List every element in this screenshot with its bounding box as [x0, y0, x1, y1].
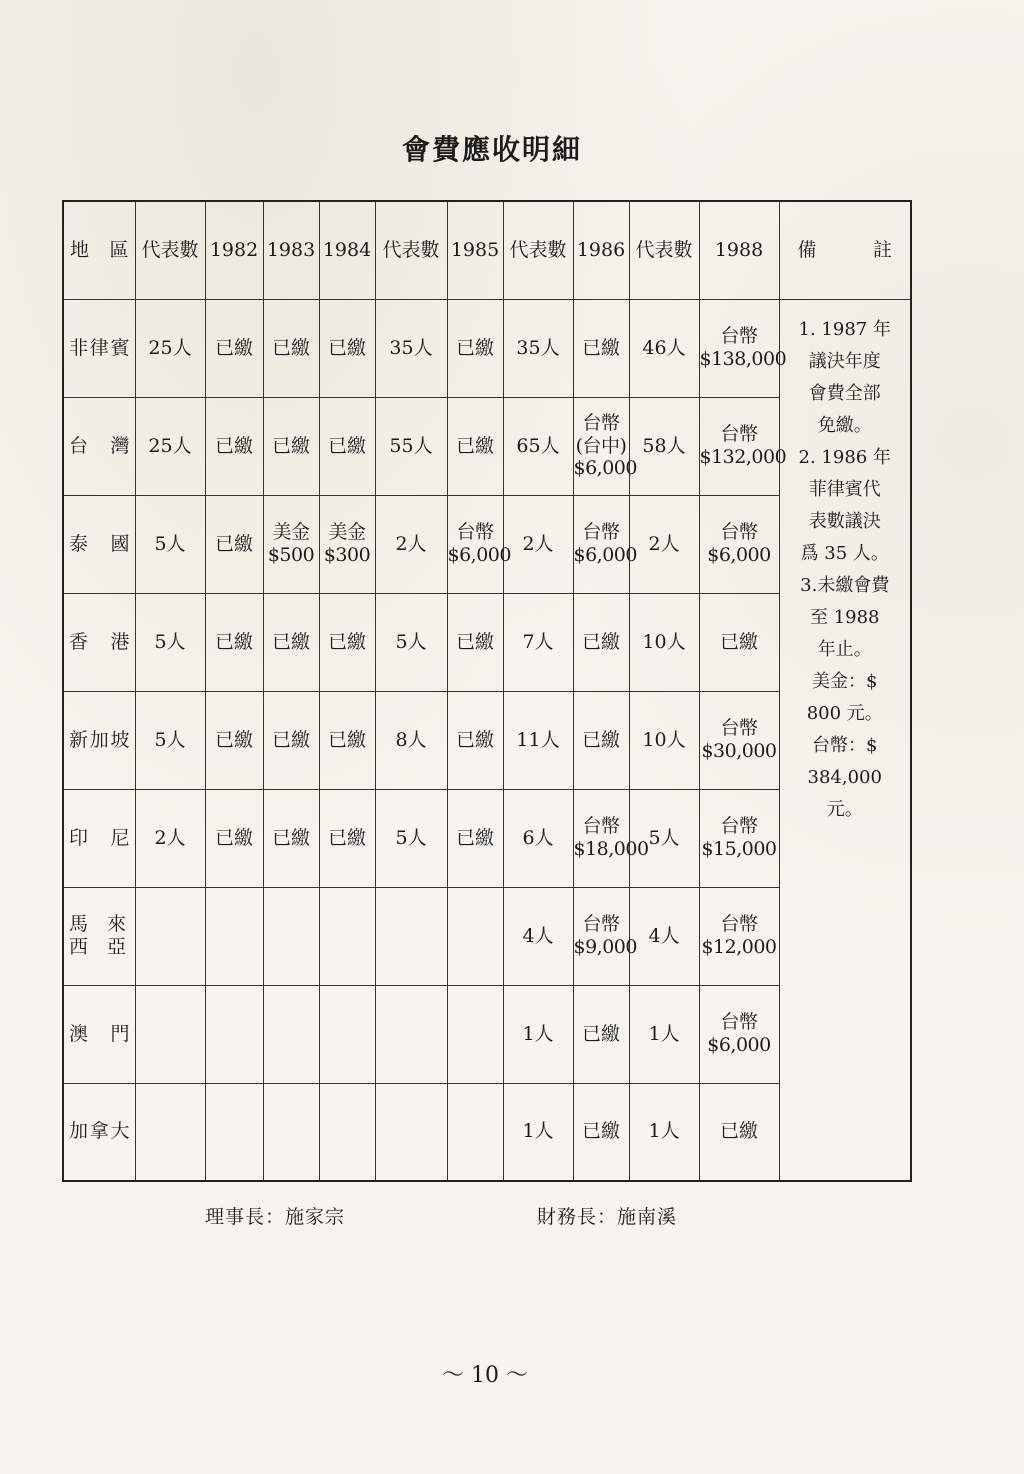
fee-1985-cell	[447, 887, 503, 985]
treasurer-signature: 財務長：施南溪	[537, 1206, 678, 1228]
header-reps-1988: 代表數	[629, 201, 699, 299]
fee-1982-cell: 已繳	[205, 299, 263, 397]
note-line: 爲 35 人。	[800, 542, 889, 564]
fee-1982-cell: 已繳	[205, 691, 263, 789]
reps-1985-cell	[375, 985, 447, 1083]
fee-1986-cell: 台幣 $18,000	[573, 789, 629, 887]
region-cell: 印 尼	[63, 789, 135, 887]
fee-1984-cell: 已繳	[319, 691, 375, 789]
header-notes: 備 註	[779, 201, 911, 299]
notes-cell	[779, 299, 911, 1181]
note-line: 3.未繳會費	[800, 574, 890, 596]
reps-1982-cell: 5人	[135, 593, 205, 691]
header-1982: 1982	[205, 201, 263, 299]
fee-1983-cell: 已繳	[263, 789, 319, 887]
reps-1986-cell: 65人	[503, 397, 573, 495]
reps-1988-cell: 10人	[629, 691, 699, 789]
note-line: 菲律賓代	[808, 478, 881, 500]
fee-1984-cell	[319, 985, 375, 1083]
page-number: ～ 10 ～	[442, 1363, 528, 1388]
reps-1986-cell: 1人	[503, 1083, 573, 1181]
fee-1988-cell: 台幣 $30,000	[699, 691, 779, 789]
fee-1988-cell: 已繳	[699, 1083, 779, 1181]
note-line: 元。	[826, 798, 863, 820]
reps-1988-cell: 1人	[629, 1083, 699, 1181]
reps-1985-cell: 8人	[375, 691, 447, 789]
fee-1982-cell	[205, 985, 263, 1083]
note-line: 免繳。	[817, 414, 872, 436]
fee-1986-cell: 台幣 $6,000	[573, 495, 629, 593]
fee-1985-cell: 已繳	[447, 691, 503, 789]
note-line: 1. 1987 年	[798, 318, 891, 340]
reps-1985-cell: 35人	[375, 299, 447, 397]
fee-1983-cell: 已繳	[263, 397, 319, 495]
header-1986: 1986	[573, 201, 629, 299]
fee-1982-cell	[205, 887, 263, 985]
reps-1985-cell: 2人	[375, 495, 447, 593]
fee-1982-cell: 已繳	[205, 397, 263, 495]
reps-1985-cell	[375, 887, 447, 985]
fee-1986-cell: 台幣 (台中) $6,000	[573, 397, 629, 495]
reps-1988-cell: 2人	[629, 495, 699, 593]
note-line: 800 元。	[806, 702, 883, 724]
reps-1988-cell: 4人	[629, 887, 699, 985]
fee-1982-cell	[205, 1083, 263, 1181]
fee-table-body	[63, 299, 911, 1181]
region-cell: 新加坡	[63, 691, 135, 789]
reps-1986-cell: 1人	[503, 985, 573, 1083]
fee-1986-cell: 已繳	[573, 593, 629, 691]
fee-1988-cell: 台幣 $15,000	[699, 789, 779, 887]
fee-1986-cell: 已繳	[573, 691, 629, 789]
note-line: 美金：$	[812, 670, 878, 692]
fee-1988-cell: 台幣 $132,000	[699, 397, 779, 495]
header-reps-1982: 代表數	[135, 201, 205, 299]
reps-1982-cell: 2人	[135, 789, 205, 887]
fee-1985-cell: 已繳	[447, 789, 503, 887]
chairman-signature: 理事長：施家宗	[205, 1206, 346, 1228]
note-line: 384,000	[807, 766, 882, 788]
reps-1982-cell	[135, 1083, 205, 1181]
fee-1984-cell: 已繳	[319, 397, 375, 495]
reps-1986-cell: 7人	[503, 593, 573, 691]
fee-1983-cell: 已繳	[263, 691, 319, 789]
reps-1986-cell: 35人	[503, 299, 573, 397]
fee-1988-cell: 台幣 $6,000	[699, 985, 779, 1083]
fee-1984-cell: 已繳	[319, 299, 375, 397]
reps-1985-cell: 55人	[375, 397, 447, 495]
fee-1984-cell: 美金 $300	[319, 495, 375, 593]
fee-1988-cell: 台幣 $6,000	[699, 495, 779, 593]
reps-1985-cell: 5人	[375, 789, 447, 887]
fee-1984-cell	[319, 887, 375, 985]
reps-1986-cell: 4人	[503, 887, 573, 985]
region-cell: 加拿大	[63, 1083, 135, 1181]
reps-1986-cell: 2人	[503, 495, 573, 593]
reps-1988-cell: 10人	[629, 593, 699, 691]
header-reps-1985: 代表數	[375, 201, 447, 299]
fee-1984-cell: 已繳	[319, 593, 375, 691]
note-line: 年止。	[817, 638, 872, 660]
reps-1985-cell: 5人	[375, 593, 447, 691]
header-1985: 1985	[447, 201, 503, 299]
header-reps-1986: 代表數	[503, 201, 573, 299]
note-line: 2. 1986 年	[798, 446, 891, 468]
fee-1984-cell: 已繳	[319, 789, 375, 887]
fee-1985-cell: 已繳	[447, 397, 503, 495]
table-row	[63, 299, 911, 397]
reps-1988-cell: 58人	[629, 397, 699, 495]
header-1983: 1983	[263, 201, 319, 299]
note-line: 議決年度	[808, 350, 881, 372]
reps-1982-cell	[135, 985, 205, 1083]
fee-1982-cell: 已繳	[205, 495, 263, 593]
region-cell: 香 港	[63, 593, 135, 691]
fee-1985-cell: 已繳	[447, 593, 503, 691]
note-line: 台幣：$	[812, 734, 878, 756]
header-row	[63, 201, 911, 299]
fee-1983-cell	[263, 985, 319, 1083]
page-title: 會費應收明細	[401, 133, 582, 166]
region-cell: 澳 門	[63, 985, 135, 1083]
fee-1986-cell: 已繳	[573, 1083, 629, 1181]
fee-1982-cell: 已繳	[205, 593, 263, 691]
fee-1988-cell: 已繳	[699, 593, 779, 691]
reps-1988-cell: 1人	[629, 985, 699, 1083]
fee-1985-cell	[447, 1083, 503, 1181]
fee-1983-cell: 已繳	[263, 593, 319, 691]
note-line: 至 1988	[809, 606, 880, 628]
header-region: 地 區	[63, 201, 135, 299]
region-cell: 馬 來 西 亞	[63, 887, 135, 985]
reps-1986-cell: 11人	[503, 691, 573, 789]
fee-1983-cell	[263, 1083, 319, 1181]
fee-1986-cell: 台幣 $9,000	[573, 887, 629, 985]
header-1988: 1988	[699, 201, 779, 299]
fee-1984-cell	[319, 1083, 375, 1181]
fee-1983-cell: 已繳	[263, 299, 319, 397]
reps-1988-cell: 5人	[629, 789, 699, 887]
fee-1986-cell: 已繳	[573, 299, 629, 397]
reps-1982-cell: 5人	[135, 495, 205, 593]
note-line: 表數議決	[808, 510, 881, 532]
fee-1986-cell: 已繳	[573, 985, 629, 1083]
fee-1988-cell: 台幣 $12,000	[699, 887, 779, 985]
note-line: 會費全部	[808, 382, 881, 404]
fee-1985-cell: 已繳	[447, 299, 503, 397]
fee-1982-cell: 已繳	[205, 789, 263, 887]
reps-1988-cell: 46人	[629, 299, 699, 397]
reps-1985-cell	[375, 1083, 447, 1181]
fee-1985-cell	[447, 985, 503, 1083]
header-1984: 1984	[319, 201, 375, 299]
reps-1982-cell: 25人	[135, 299, 205, 397]
reps-1982-cell: 25人	[135, 397, 205, 495]
fee-table	[62, 200, 912, 1182]
reps-1986-cell: 6人	[503, 789, 573, 887]
reps-1982-cell	[135, 887, 205, 985]
region-cell: 台 灣	[63, 397, 135, 495]
fee-1983-cell	[263, 887, 319, 985]
fee-1985-cell: 台幣 $6,000	[447, 495, 503, 593]
region-cell: 非律賓	[63, 299, 135, 397]
region-cell: 泰 國	[63, 495, 135, 593]
fee-1983-cell: 美金 $500	[263, 495, 319, 593]
reps-1982-cell: 5人	[135, 691, 205, 789]
fee-1988-cell: 台幣 $138,000	[699, 299, 779, 397]
